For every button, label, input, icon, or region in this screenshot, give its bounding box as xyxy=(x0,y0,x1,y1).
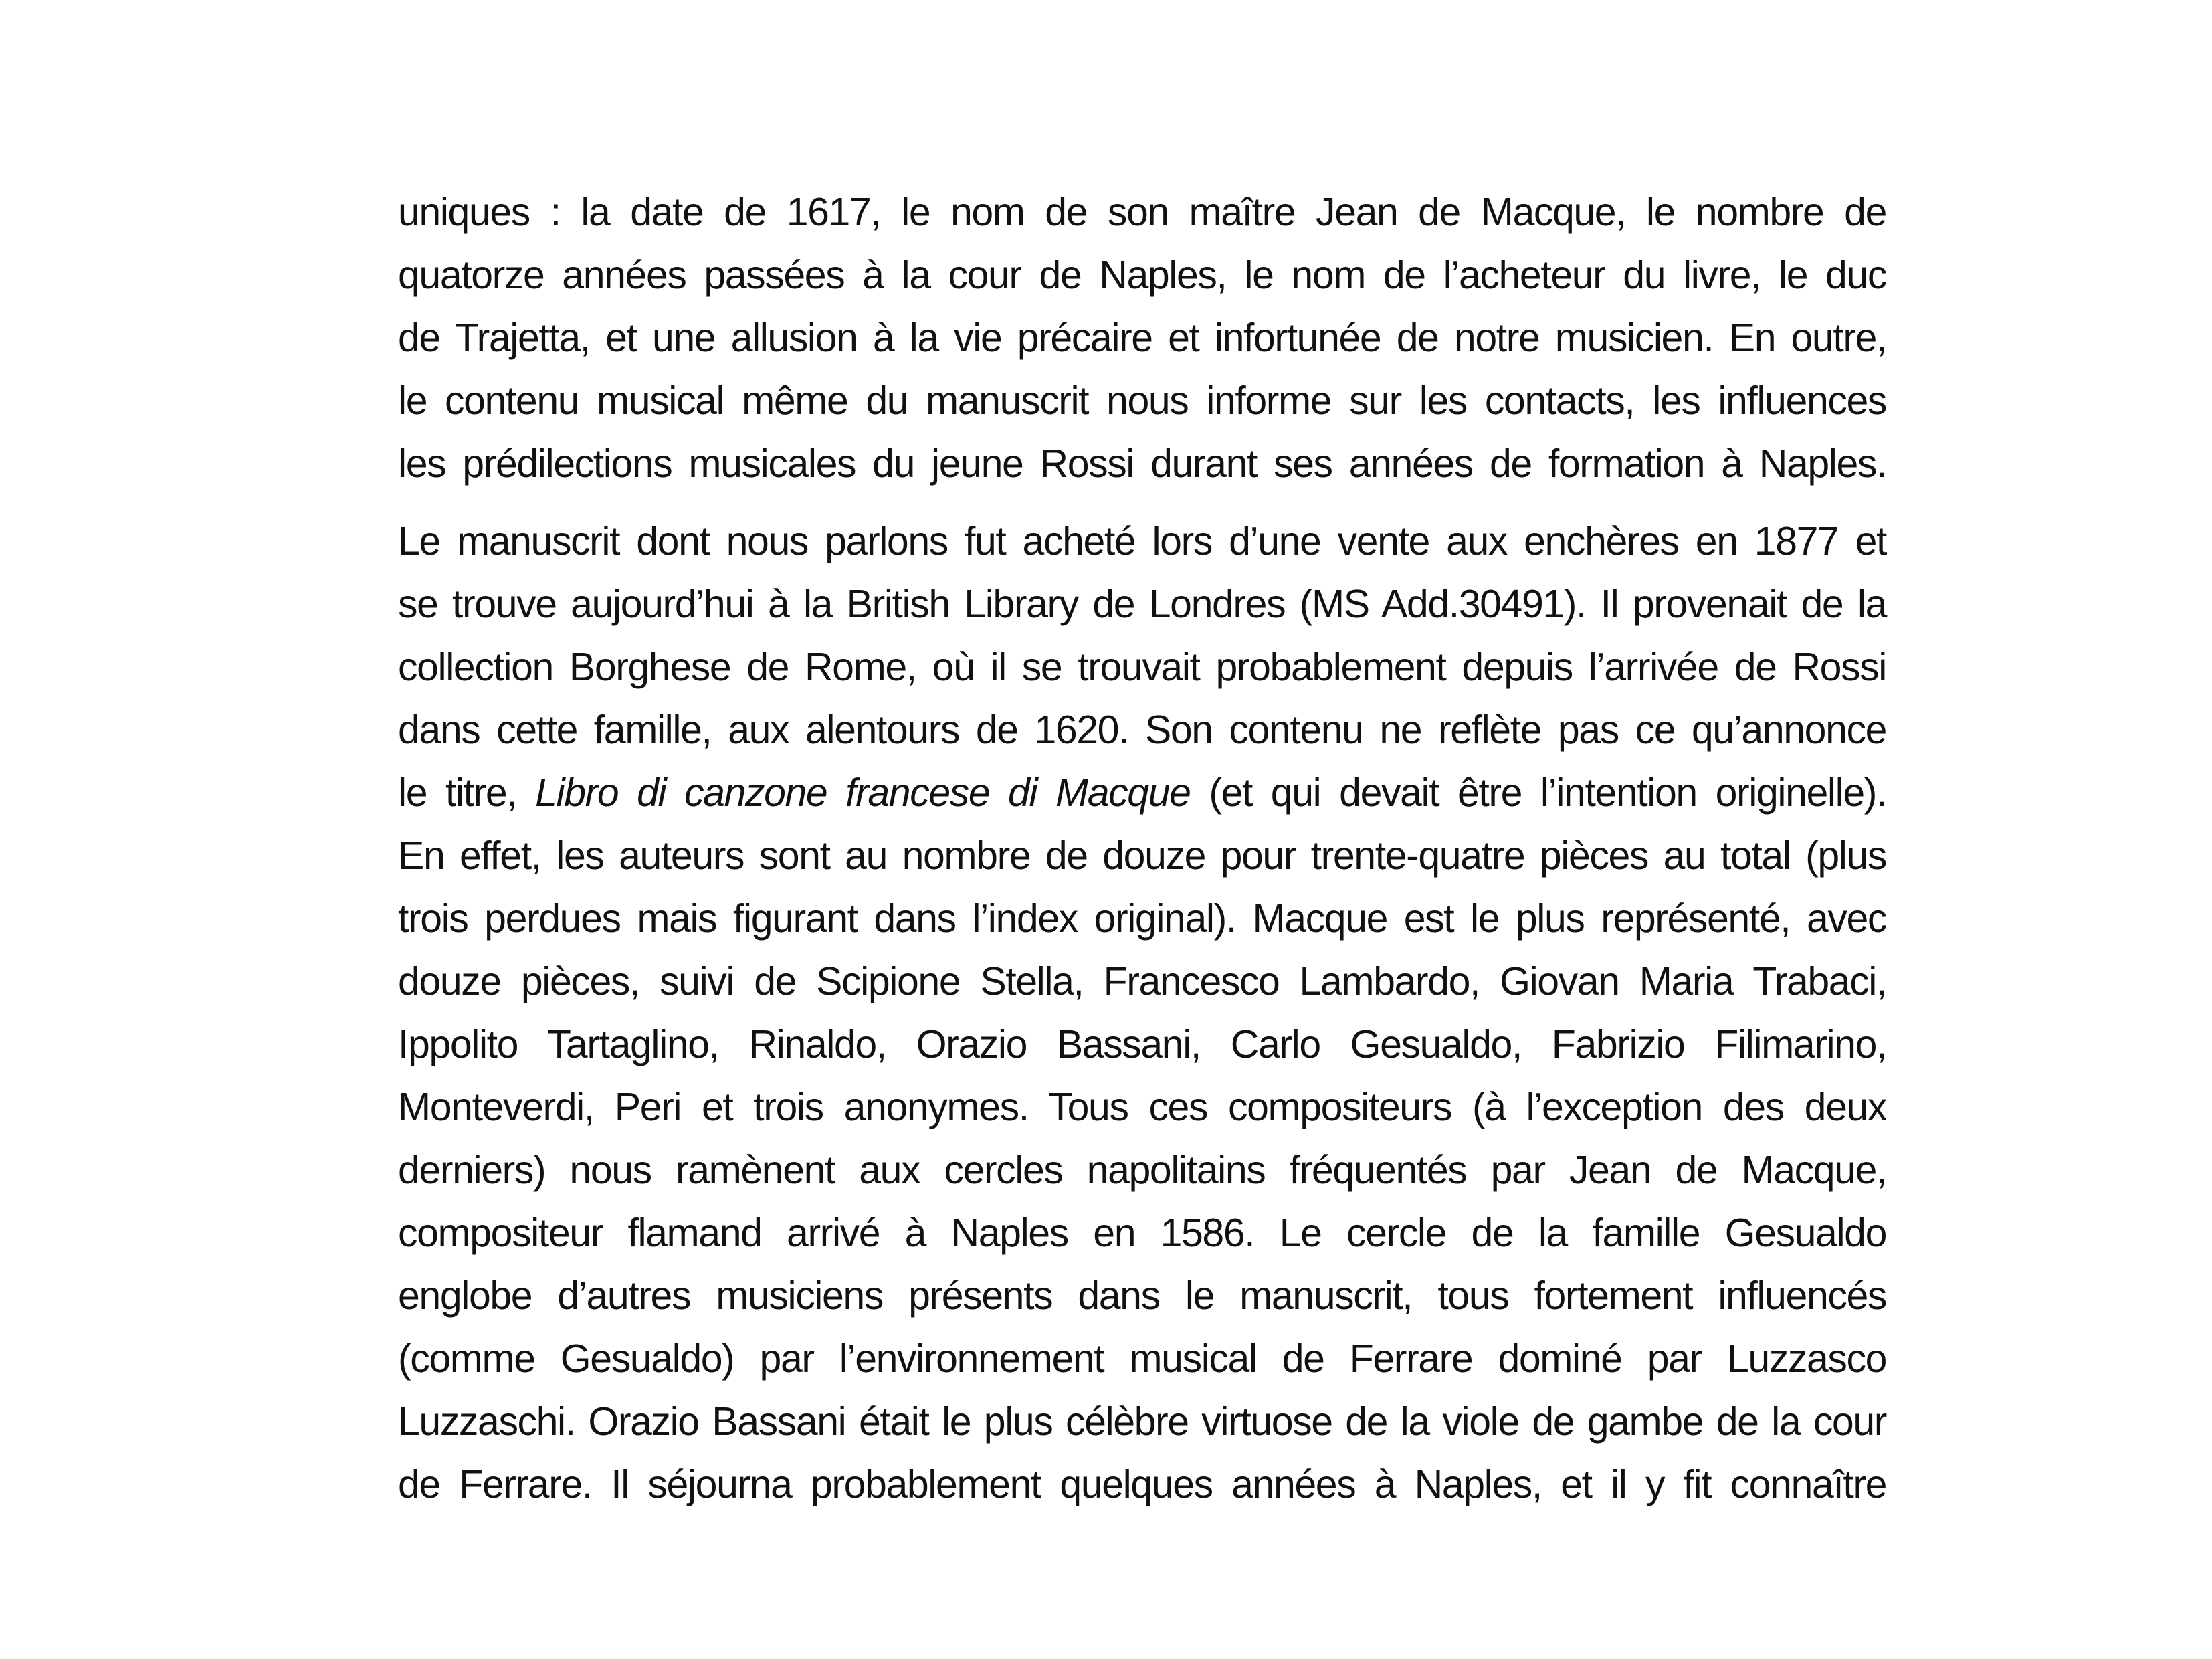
text-line: En effet, les auteurs sont au nombre de douze pour trente-quatre pièces au total (plus xyxy=(398,834,1886,878)
text-line: Monteverdi, Peri et trois anonymes. Tous ces compositeurs (à l’exception des deux xyxy=(398,1085,1886,1129)
text-line xyxy=(398,1516,1886,1579)
text-line-with-italic-title xyxy=(398,761,1886,824)
paragraph-spacer xyxy=(398,495,1886,510)
text-line: de Ferrare. Il séjourna probablement quelques années à Naples, et il y fit connaître xyxy=(398,1462,1886,1506)
text-line: Le manuscrit dont nous parlons fut acheté lors d’une vente aux enchères en 1877 et xyxy=(398,519,1886,563)
line-prefix: le titre, xyxy=(398,771,536,815)
text-line: derniers) nous ramènent aux cercles napolitains fréquentés par Jean de Macque, xyxy=(398,1148,1886,1192)
text-line: douze pièces, suivi de Scipione Stella, Francesco Lambardo, Giovan Maria Trabaci, xyxy=(398,959,1886,1003)
text-line: (comme Gesualdo) par l’environnement musical de Ferrare dominé par Luzzasco xyxy=(398,1337,1886,1381)
text-line: Luzzaschi. Orazio Bassani était le plus célèbre virtuose de la viole de gambe de la cour xyxy=(398,1399,1886,1444)
text-line-with-italic-term xyxy=(398,1579,1886,1642)
paragraph-1 xyxy=(398,181,1886,495)
body-text xyxy=(398,181,1886,1642)
text-line: les prédilections musicales du jeune Rossi durant ses années de formation à Naples. xyxy=(398,442,1886,486)
text-line: dans cette famille, aux alentours de 1620. Son contenu ne reflète pas ce qu’annonce xyxy=(398,708,1886,752)
italic-book-title: Libro di canzone francese di Macque xyxy=(535,771,1191,815)
text-line: uniques : la date de 1617, le nom de son maître Jean de Macque, le nombre de xyxy=(398,190,1886,234)
text-line: collection Borghese de Rome, où il se trouvait probablement depuis l’arrivée de Rossi xyxy=(398,645,1886,689)
text-line: englobe d’autres musiciens présents dans le manuscrit, tous fortement influencés xyxy=(398,1274,1886,1318)
line-suffix: (et qui devait être l’intention originelle). xyxy=(1190,771,1886,815)
paragraph-2 xyxy=(398,510,1886,1642)
text-line: compositeur flamand arrivé à Naples en 1586. Le cercle de la famille Gesualdo xyxy=(398,1211,1886,1255)
text-line: de Trajetta, et une allusion à la vie précaire et infortunée de notre musicien. En outre, xyxy=(398,316,1886,360)
text-line: quatorze années passées à la cour de Naples, le nom de l’acheteur du livre, le duc xyxy=(398,253,1886,297)
text-line: Ippolito Tartaglino, Rinaldo, Orazio Bassani, Carlo Gesualdo, Fabrizio Filimarino, xyxy=(398,1022,1886,1066)
text-line: trois perdues mais figurant dans l’index original). Macque est le plus représenté, avec xyxy=(398,896,1886,941)
text-line: se trouve aujourd’hui à la British Library de Londres (MS Add.30491). Il provenait de la xyxy=(398,582,1886,626)
text-line: le contenu musical même du manuscrit nous informe sur les contacts, les influences xyxy=(398,379,1886,423)
